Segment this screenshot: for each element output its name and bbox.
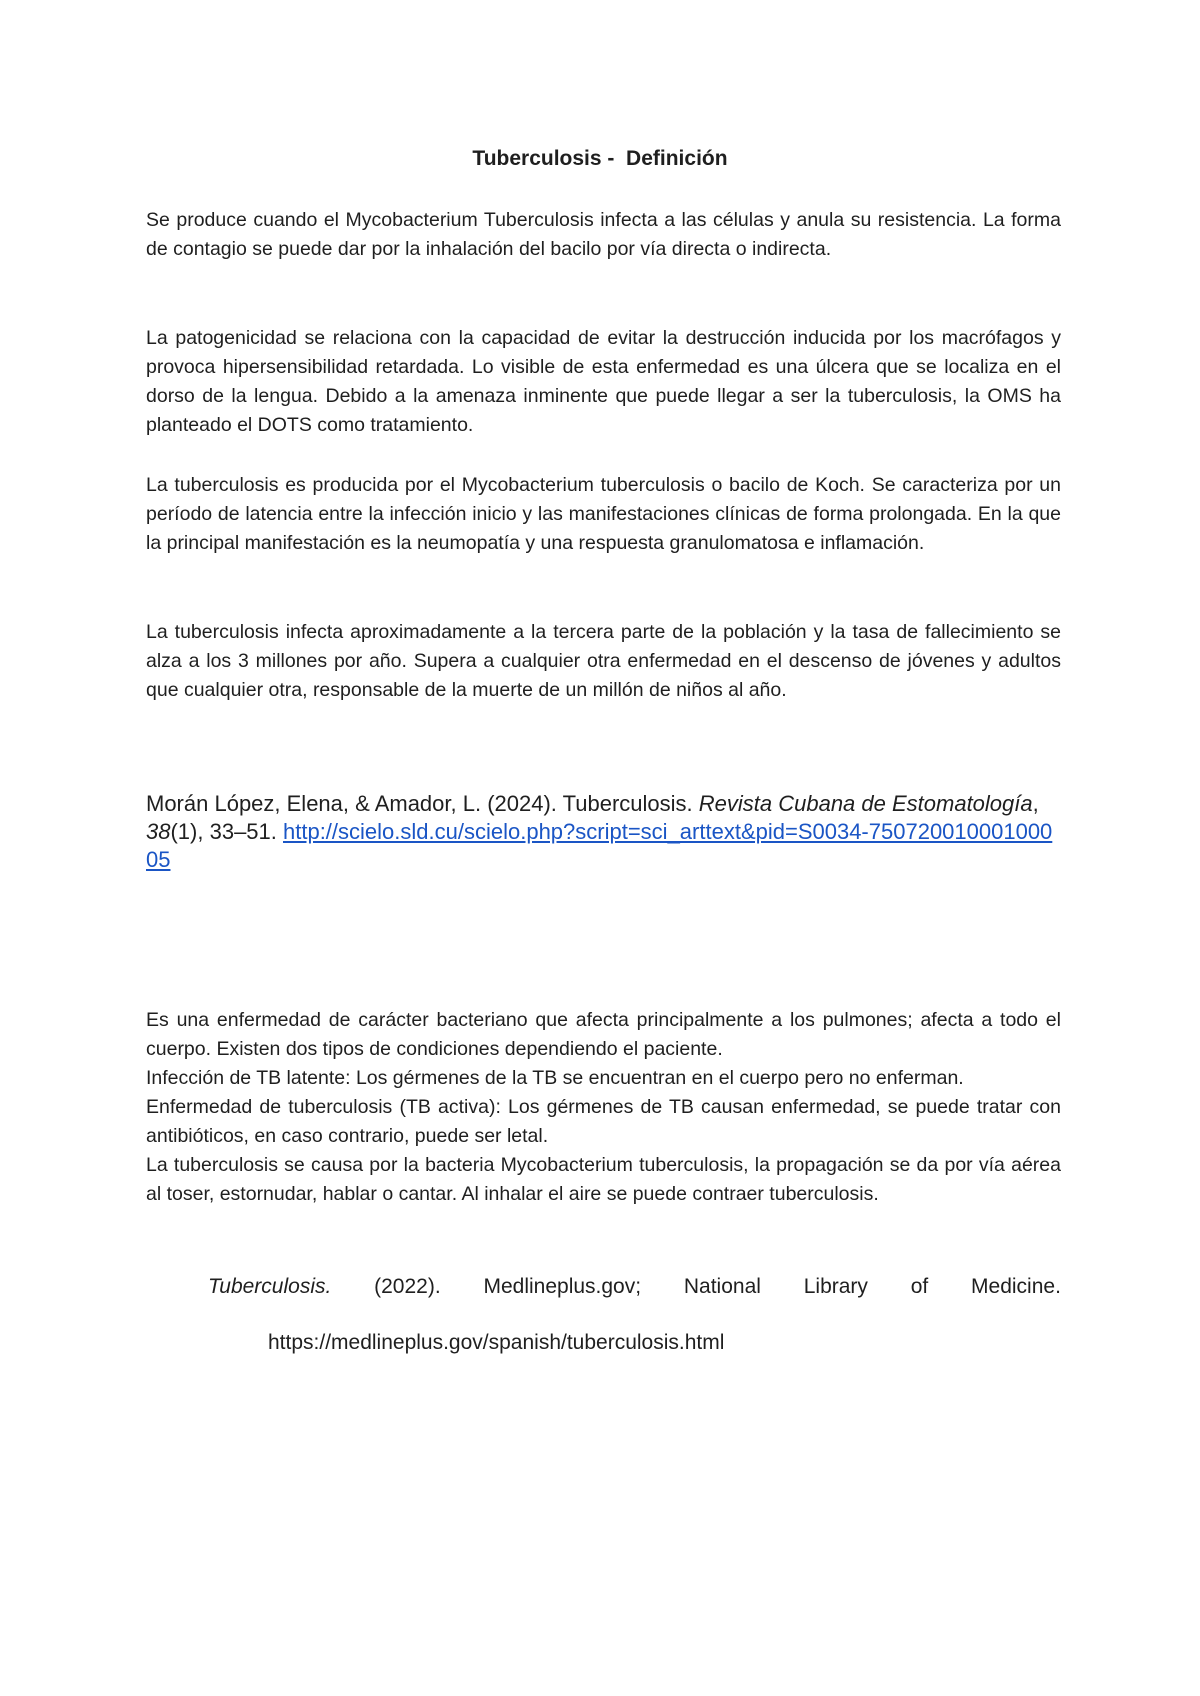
paragraph-4-block <box>146 618 1061 705</box>
reference-2-publisher: of <box>910 1275 929 1298</box>
paragraph-2-block <box>146 324 1061 440</box>
reference-2-publisher: Library <box>803 1275 868 1298</box>
reference-link[interactable]: http://scielo.sld.cu/scielo.php?script=sci_arttext&pid=S0034-75072001000100005 <box>146 819 1053 872</box>
paragraph: La patogenicidad se relaciona con la capacidad de evitar la destrucción inducida por los macrófagos y provoca hipersensibilidad retardada. Lo visible de esta enfermedad es una úlcera que se localiza en el dorso de la lengua. Debido a la amenaza inminente que puede llegar a ser la tuberculosis, la OMS ha planteado el DOTS como tratamiento. <box>146 327 1061 436</box>
paragraph: Se produce cuando el Mycobacterium Tuberculosis infecta a las células y anula su resistencia. La forma de contagio se puede dar por la inhalación del bacilo por vía directa o indirecta. <box>146 209 1061 260</box>
paragraph-1-block <box>146 206 1061 264</box>
paragraph-3-block <box>146 471 1061 558</box>
paragraph: La tuberculosis es producida por el Mycobacterium tuberculosis o bacilo de Koch. Se caracteriza por un período de latencia entre la infección inicio y las manifestaciones clínicas de forma prolongada. En la que la principal manifestación es la neumopatía y una respuesta granulomatosa e inflamación. <box>146 474 1061 554</box>
reference-citation: Morán López, Elena, & Amador, L. (2024). Tuberculosis. Revista Cubana de Estomatología, 38(1), 33–51. http://scielo.sld.cu/scielo.php?script=sci_arttext&pid=S0034-75072001000100005 <box>146 791 1053 872</box>
reference-2-publisher: Medlineplus.gov; <box>483 1275 642 1298</box>
reference-2-title: Tuberculosis. <box>208 1275 332 1298</box>
paragraph: La tuberculosis se causa por la bacteria Mycobacterium tuberculosis, la propagación se da por vía aérea al toser, estornudar, hablar o cantar. Al inhalar el aire se puede contraer tuberculosis. <box>146 1154 1061 1205</box>
paragraph: Es una enfermedad de carácter bacteriano que afecta principalmente a los pulmones; afecta a todo el cuerpo. Existen dos tipos de condiciones dependiendo el paciente. <box>146 1009 1061 1060</box>
reference-2-line <box>146 1273 1061 1301</box>
reference-volume: 38 <box>146 819 171 844</box>
page-title: Tuberculosis - Definición <box>472 147 728 170</box>
reference-2-publisher: National <box>683 1275 761 1298</box>
reference-journal: Revista Cubana de Estomatología <box>698 791 1033 816</box>
paragraph: Infección de TB latente: Los gérmenes de la TB se encuentran en el cuerpo pero no enferman. <box>146 1067 964 1089</box>
reference-2-publisher: Medicine. <box>971 1275 1061 1298</box>
reference-issue-pages: (1), 33–51. <box>170 819 283 844</box>
paragraph: Enfermedad de tuberculosis (TB activa): Los gérmenes de TB causan enfermedad, se puede tratar con antibióticos, en caso contrario, puede ser letal. <box>146 1096 1061 1147</box>
section-2 <box>146 1006 1061 1209</box>
reference-2-year: (2022). <box>374 1275 441 1298</box>
reference-authors: Morán López, Elena, & Amador, L. (2024). Tuberculosis. <box>146 791 699 816</box>
reference-1 <box>146 790 1061 874</box>
reference-2 <box>146 1273 1061 1357</box>
paragraph: La tuberculosis infecta aproximadamente a la tercera parte de la población y la tasa de fallecimiento se alza a los 3 millones por año. Supera a cualquier otra enfermedad en el descenso de jóvenes y adultos que cualquier otra, responsable de la muerte de un millón de niños al año. <box>146 621 1061 701</box>
reference-2-url: https://medlineplus.gov/spanish/tuberculosis.html <box>268 1331 725 1354</box>
